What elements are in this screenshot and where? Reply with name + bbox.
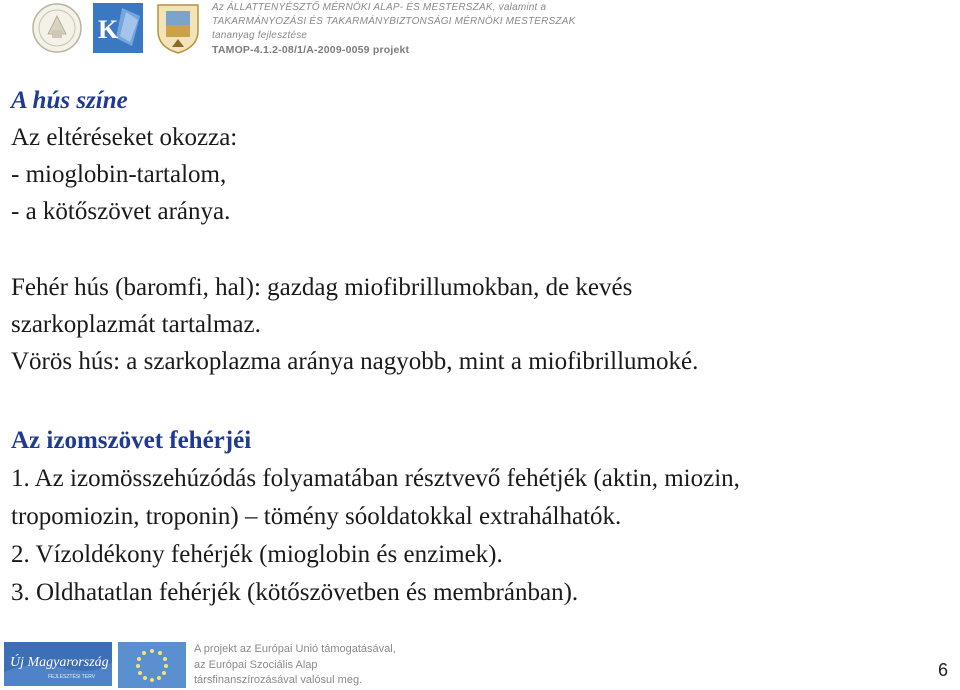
umft-logo-text: Új Magyarország [10, 655, 109, 670]
header-line-3: tananyag fejlesztése [212, 30, 308, 41]
text-line: 3. Oldhatatlan fehérjék (kötőszövetben és membránban). [11, 579, 579, 606]
footer-funding-text [194, 642, 396, 689]
text-line: Vörös hús: a szarkoplazma aránya nagyobb, mint a miofibrillumoké. [11, 348, 699, 375]
text-line: szarkoplazmát tartalmaz. [11, 311, 261, 338]
umft-logo-subtext: FEJLESZTÉSI TERV [48, 674, 96, 680]
crest-logo [150, 1, 206, 55]
header-line-2: TAKARMÁNYOZÁSI ÉS TAKARMÁNYBIZTONSÁGI MÉRNÖKI MESTERSZAK [212, 16, 576, 27]
page-number: 6 [937, 660, 948, 680]
header-line-4: TAMOP-4.1.2-08/1/A-2009-0059 projekt [212, 44, 410, 56]
header-project-text [212, 1, 632, 57]
text-line: tropomiozin, troponin) – tömény sóoldatokkal extrahálhatók. [11, 503, 622, 530]
page-header [0, 0, 960, 60]
footer-line-1: A projekt az Európai Unió támogatásával, [194, 643, 396, 655]
text-line: - a kötőszövet aránya. [11, 198, 231, 225]
k-logo [92, 2, 144, 54]
text-line: Fehér hús (baromfi, hal): gazdag miofibrillumokban, de kevés [11, 274, 633, 301]
text-line: Az eltéréseket okozza: [11, 124, 238, 151]
page-footer [0, 636, 960, 690]
eu-flag-logo [118, 642, 186, 688]
text-line: 2. Vízoldékony fehérjék (mioglobin és enzimek). [11, 541, 503, 568]
text-line: - mioglobin-tartalom, [11, 161, 227, 188]
header-line-1: Az ÁLLATTENYÉSZTŐ MÉRNÖKI ALAP- ÉS MESTERSZAK, valamint a [212, 2, 547, 13]
section-subtitle: Az izomszövet fehérjéi [11, 427, 252, 454]
uj-magyarorszag-logo [4, 642, 112, 686]
text-line: 1. Az izomösszehúzódás folyamatában résztvevő fehétjék (aktin, miozin, [11, 465, 740, 492]
university-seal-logo [30, 2, 84, 54]
footer-line-2: az Európai Szociális Alap [194, 658, 318, 671]
slide-title: A hús színe [11, 87, 128, 114]
footer-line-3: társfinanszírozásával valósul meg. [194, 674, 363, 686]
k-logo-letter: K [98, 15, 119, 44]
